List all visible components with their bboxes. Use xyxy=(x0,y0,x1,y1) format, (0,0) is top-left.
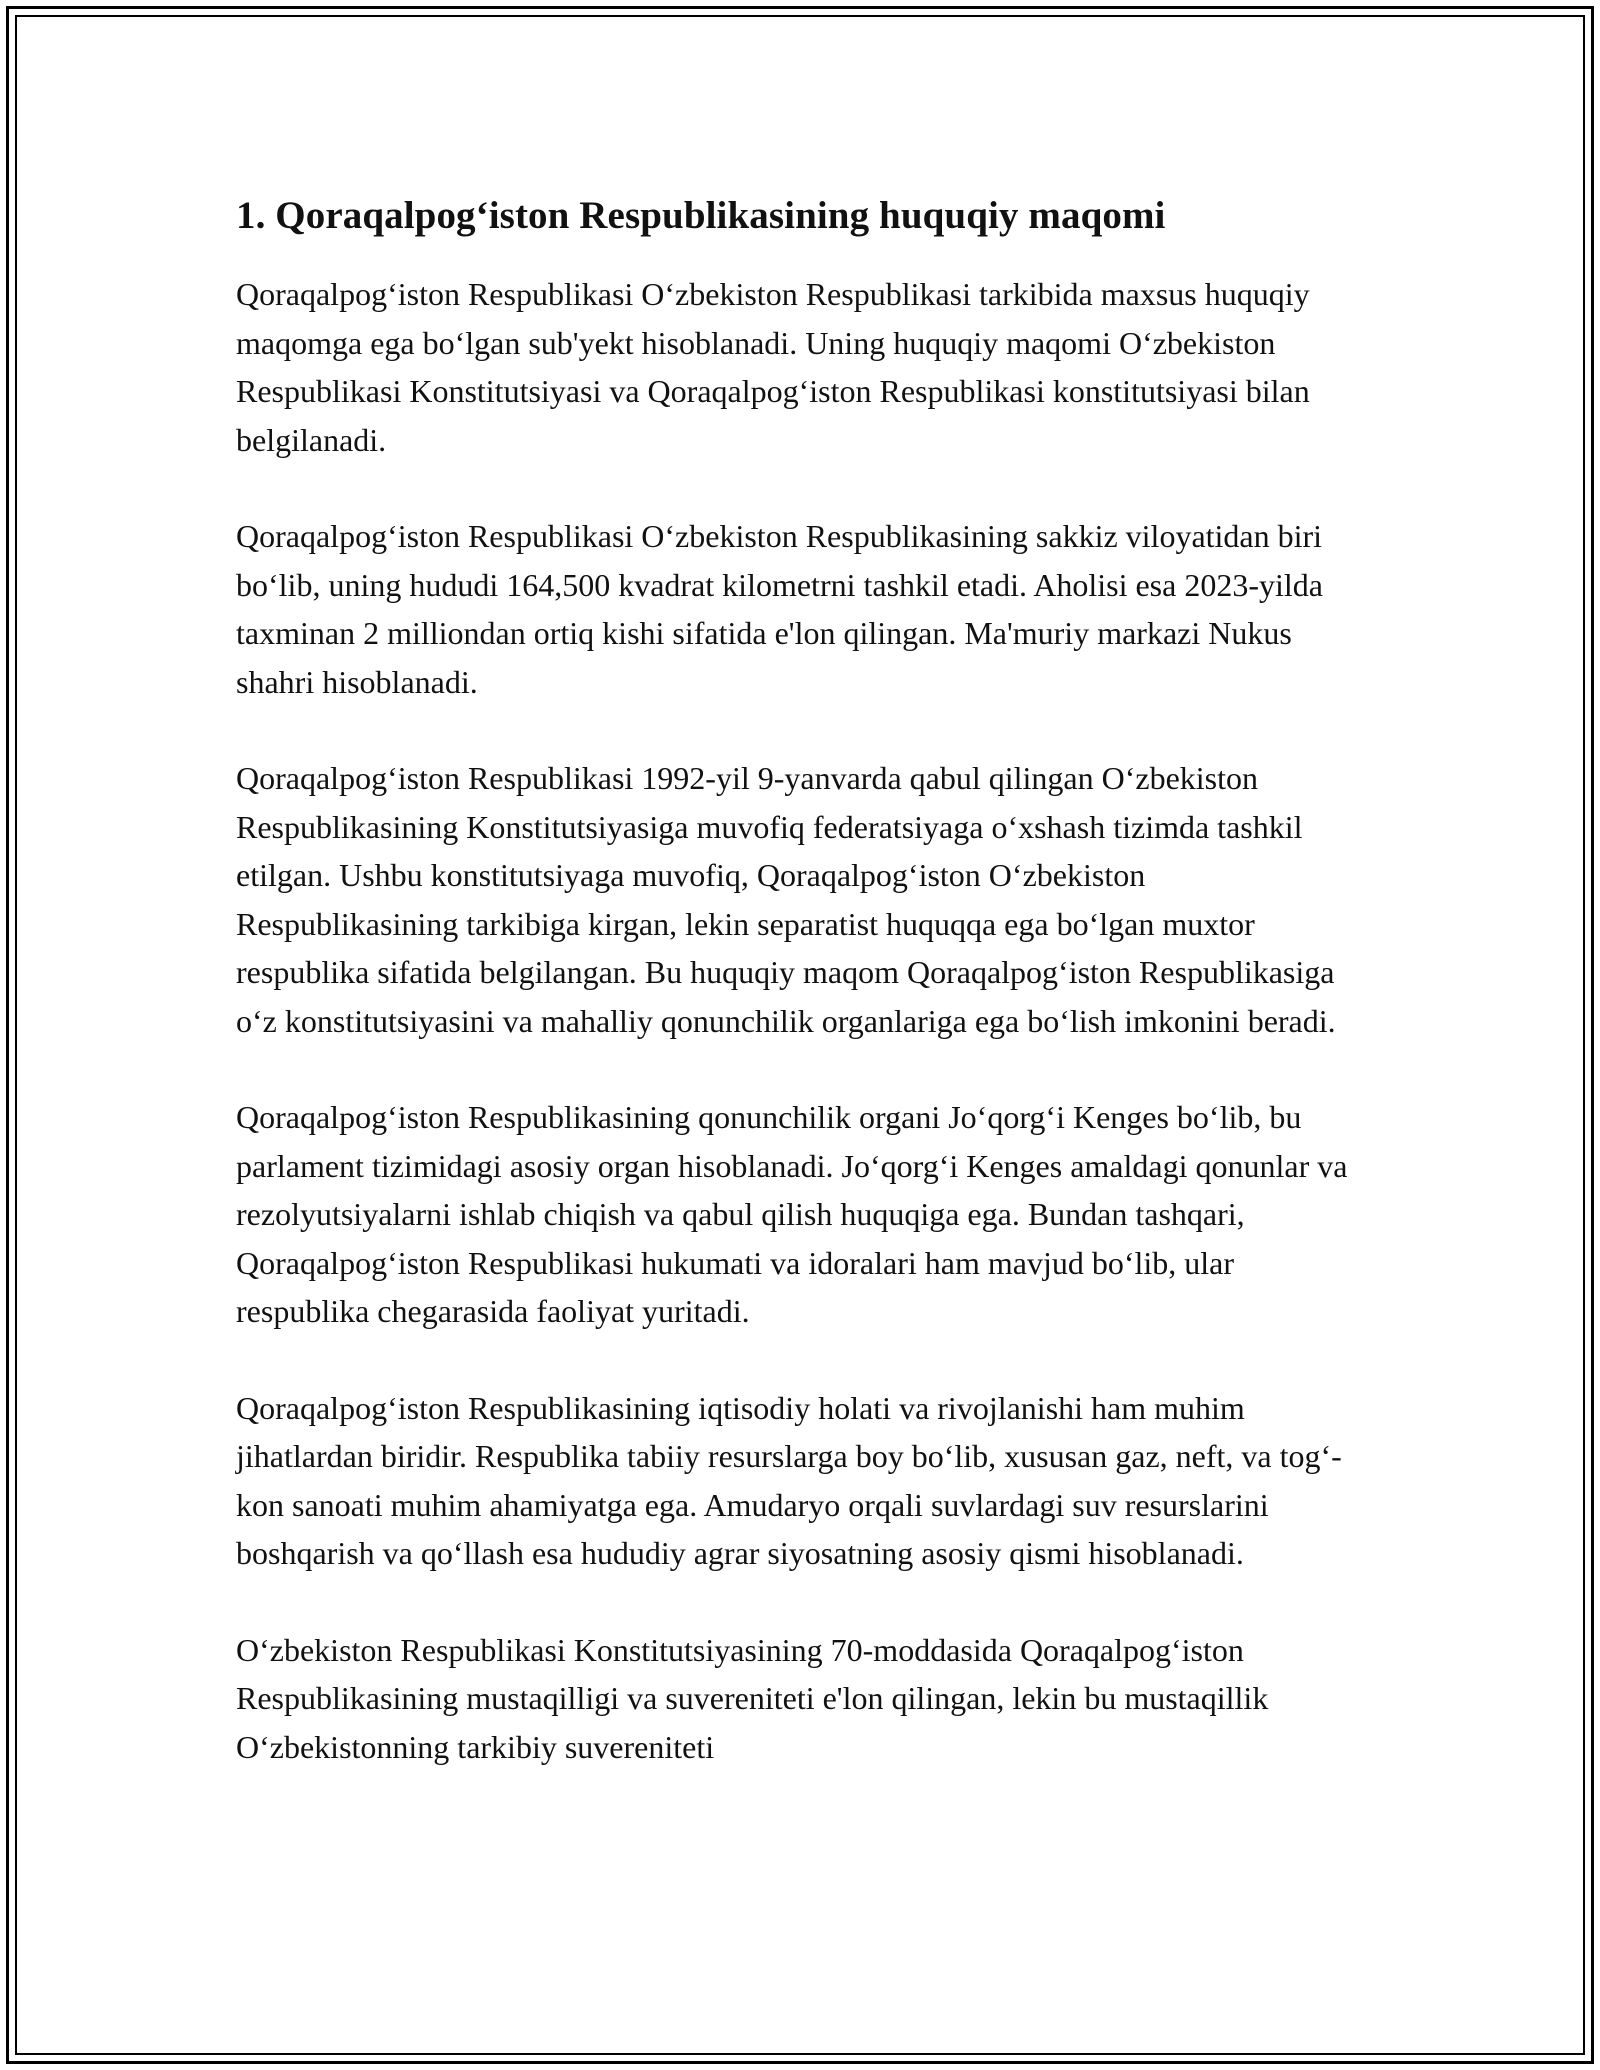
paragraph-economy: Qoraqalpog‘iston Respublikasining iqtisodiy holati va rivojlanishi ham muhim jihatlardan biridir. Respublika tabiiy resurslarga boy bo‘lib, xususan gaz, neft, va tog‘-kon sanoati muhim ahamiyatga ega. Amudaryo orqali suvlardagi suv resurslarini boshqarish va qo‘llash esa hududiy agrar siyosatning asosiy qismi hisoblanadi. xyxy=(236,1389,1342,1571)
paragraph-article-70: O‘zbekiston Respublikasi Konstitutsiyasining 70-moddasida Qoraqalpog‘iston Respublikasining mustaqilligi va suvereniteti e'lon qilingan, lekin bu mustaqillik O‘zbekistonning tarkibiy suvereniteti xyxy=(236,1631,1269,1765)
section-heading: 1. Qoraqalpog‘iston Respublikasining huquqiy maqomi xyxy=(236,194,1166,237)
document-page xyxy=(236,188,1366,1771)
paragraph-legislature: Qoraqalpog‘iston Respublikasining qonunchilik organi Jo‘qorg‘i Kenges bo‘lib, bu parlament tizimidagi asosiy organ hisoblanadi. Jo‘qorg‘i Kenges amaldagi qonunlar va rezolyutsiyalarni ishlab chiqish va qabul qilish huquqiga ega. Bundan tashqari, Qoraqalpog‘iston Respublikasi hukumati va idoralari ham mavjud bo‘lib, ular respublika chegarasida faoliyat yuritadi. xyxy=(236,1099,1348,1329)
paragraph-legal-status: Qoraqalpog‘iston Respublikasi O‘zbekiston Respublikasi tarkibida maxsus huquqiy maqomga ega bo‘lgan sub'yekt hisoblanadi. Uning huquqiy maqomi O‘zbekiston Respublikasi Konstitutsiyasi va Qoraqalpog‘iston Respublikasi konstitutsiyasi bilan belgilanadi. xyxy=(236,276,1310,458)
paragraph-constitution-1992: Qoraqalpog‘iston Respublikasi 1992-yil 9-yanvarda qabul qilingan O‘zbekiston Respublikasining Konstitutsiyasiga muvofiq federatsiyaga o‘xshash tizimda tashkil etilgan. Ushbu konstitutsiyaga muvofiq, Qoraqalpog‘iston O‘zbekiston Respublikasining tarkibiga kirgan, lekin separatist huquqqa ega bo‘lgan muxtor respublika sifatida belgilangan. Bu huquqiy maqom Qoraqalpog‘iston Respublikasiga o‘z konstitutsiyasini va mahalliy qonunchilik organlariga ega bo‘lish imkonini beradi. xyxy=(236,760,1336,1039)
paragraph-territory-population: Qoraqalpog‘iston Respublikasi O‘zbekiston Respublikasining sakkiz viloyatidan biri bo‘lib, uning hududi 164,500 kvadrat kilometrni tashkil etadi. Aholisi esa 2023-yilda taxminan 2 milliondan ortiq kishi sifatida e'lon qilingan. Ma'muriy markazi Nukus shahri hisoblanadi. xyxy=(236,518,1323,700)
